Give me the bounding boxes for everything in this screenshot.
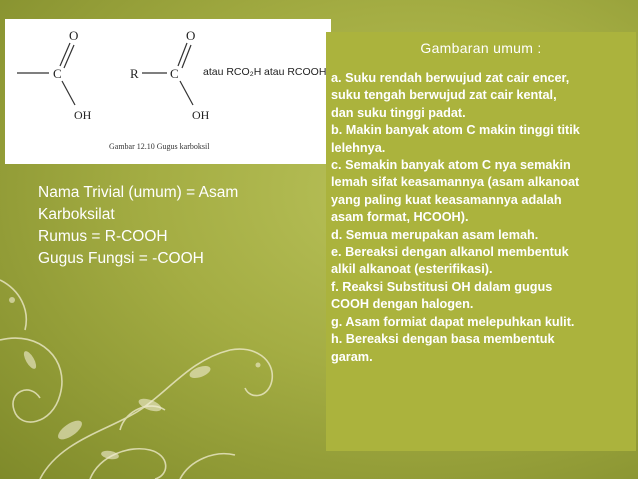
panel-title: Gambaran umum : [420,40,542,56]
definition-line: Karboksilat [38,206,115,223]
carbon-label-2: C [170,66,179,81]
properties-line: e. Bereaksi dengan alkanol membentuk [331,245,569,260]
properties-line: c. Semakin banyak atom C nya semakin [331,158,571,173]
alt-formula-1: atau RCO₂H [203,66,262,78]
definition-block [38,182,288,270]
definition-line: Nama Trivial (umum) = Asam [38,184,239,201]
properties-line: asam format, HCOOH). [331,210,469,225]
definition-line: Rumus = R-COOH [38,228,168,245]
properties-line: h. Bereaksi dengan basa membentuk [331,332,555,347]
properties-line: suku tengah berwujud zat cair kental, [331,88,557,103]
properties-line: yang paling kuat keasamannya adalah [331,192,562,207]
properties-line: g. Asam formiat dapat melepuhkan kulit. [331,314,575,329]
oxygen-label-1: O [69,28,79,43]
properties-line: d. Semua merupakan asam lemah. [331,227,539,242]
carboxyl-structure-figure [5,19,331,164]
properties-line: f. Reaksi Substitusi OH dalam gugus [331,279,553,294]
properties-line: a. Suku rendah berwujud zat cair encer, [331,71,570,85]
properties-line: garam. [331,349,373,364]
properties-panel [326,32,636,451]
alt-formula-2: atau RCOOH [264,66,327,78]
figure-caption: Gambar 12.10 Gugus karboksil [109,142,210,151]
properties-line: b. Makin banyak atom C makin tinggi titik [331,123,580,138]
carbon-label-1: C [53,66,62,81]
properties-line: lemah sifat keasamannya (asam alkanoat [331,175,580,190]
properties-list [331,70,635,366]
r-group-label: R [130,66,139,81]
definition-line: Gugus Fungsi = -COOH [38,250,204,267]
properties-line: dan suku tinggi padat. [331,105,466,120]
carboxyl-structure-diagram [5,19,331,164]
properties-line: lelehnya. [331,140,386,155]
oxygen-label-2: O [186,28,196,43]
hydroxyl-label-1: OH [74,108,92,122]
hydroxyl-label-2: OH [192,108,210,122]
properties-line: alkil alkanoat (esterifikasi). [331,262,493,277]
properties-line: COOH dengan halogen. [331,297,474,312]
